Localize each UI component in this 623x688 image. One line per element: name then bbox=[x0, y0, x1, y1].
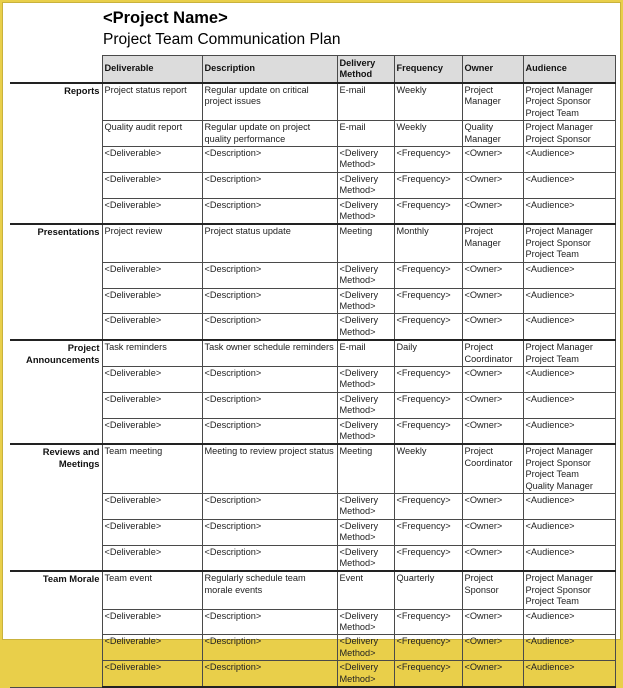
audience-entry: Project Team bbox=[525, 353, 579, 364]
audience-entry: Project Team bbox=[525, 107, 579, 118]
frequency-cell: Weekly bbox=[394, 121, 462, 147]
description-cell: Meeting to review project status bbox=[202, 444, 337, 493]
delivery-method-cell: E-mail bbox=[337, 121, 394, 147]
audience-entry: Project Sponsor bbox=[525, 457, 591, 468]
audience-cell bbox=[523, 198, 615, 224]
audience-entry: <Audience> bbox=[525, 199, 575, 210]
audience-cell bbox=[523, 609, 615, 635]
audience-entry: <Audience> bbox=[525, 419, 575, 430]
audience-entry: Project Sponsor bbox=[525, 133, 591, 144]
audience-cell bbox=[523, 571, 615, 609]
document-title: <Project Name> bbox=[103, 9, 228, 27]
deliverable-cell: <Deliverable> bbox=[102, 198, 202, 224]
header-delivery-method: Delivery Method bbox=[337, 56, 394, 84]
delivery-method-cell: <Delivery Method> bbox=[337, 609, 394, 635]
frequency-cell: Weekly bbox=[394, 444, 462, 493]
deliverable-cell: <Deliverable> bbox=[102, 314, 202, 340]
table-row bbox=[10, 224, 615, 262]
audience-cell bbox=[523, 83, 615, 121]
description-cell: <Description> bbox=[202, 366, 337, 392]
description-cell: <Description> bbox=[202, 418, 337, 444]
delivery-method-cell: <Delivery Method> bbox=[337, 392, 394, 418]
delivery-method-cell: <Delivery Method> bbox=[337, 366, 394, 392]
delivery-method-cell: E-mail bbox=[337, 340, 394, 366]
delivery-method-cell: <Delivery Method> bbox=[337, 172, 394, 198]
document-page bbox=[2, 2, 621, 684]
audience-entry: <Audience> bbox=[525, 263, 575, 274]
audience-entry: Project Team bbox=[525, 469, 579, 480]
audience-entry: Project Manager bbox=[525, 85, 593, 95]
description-cell: Regular update on project quality performance bbox=[202, 121, 337, 147]
audience-entry: Project Manager bbox=[525, 573, 593, 584]
audience-cell bbox=[523, 172, 615, 198]
audience-entry: Quality Manager bbox=[525, 480, 593, 491]
audience-cell bbox=[523, 147, 615, 173]
deliverable-cell: <Deliverable> bbox=[102, 661, 202, 687]
description-cell: <Description> bbox=[202, 172, 337, 198]
deliverable-cell: <Deliverable> bbox=[102, 635, 202, 661]
header-deliverable: Deliverable bbox=[102, 56, 202, 84]
table-row bbox=[10, 83, 615, 121]
owner-cell: <Owner> bbox=[462, 418, 523, 444]
delivery-method-cell: <Delivery Method> bbox=[337, 314, 394, 340]
deliverable-cell: <Deliverable> bbox=[102, 418, 202, 444]
audience-cell bbox=[523, 288, 615, 314]
description-cell: <Description> bbox=[202, 147, 337, 173]
audience-entry: <Audience> bbox=[525, 289, 575, 300]
deliverable-cell: <Deliverable> bbox=[102, 494, 202, 520]
owner-cell: <Owner> bbox=[462, 366, 523, 392]
audience-entry: <Audience> bbox=[525, 315, 575, 326]
delivery-method-cell: <Delivery Method> bbox=[337, 545, 394, 571]
deliverable-cell: <Deliverable> bbox=[102, 262, 202, 288]
audience-cell bbox=[523, 366, 615, 392]
owner-cell: <Owner> bbox=[462, 288, 523, 314]
frequency-cell: <Frequency> bbox=[394, 418, 462, 444]
owner-cell: <Owner> bbox=[462, 609, 523, 635]
deliverable-cell: Quality audit report bbox=[102, 121, 202, 147]
audience-cell bbox=[523, 224, 615, 262]
description-cell: <Description> bbox=[202, 494, 337, 520]
description-cell: <Description> bbox=[202, 661, 337, 687]
frequency-cell: <Frequency> bbox=[394, 661, 462, 687]
audience-entry: <Audience> bbox=[525, 173, 575, 184]
audience-entry: <Audience> bbox=[525, 495, 575, 505]
delivery-method-cell: <Delivery Method> bbox=[337, 147, 394, 173]
category-label: Reviews and Meetings bbox=[10, 444, 102, 571]
description-cell: Regular update on critical project issues bbox=[202, 83, 337, 121]
owner-cell: <Owner> bbox=[462, 661, 523, 687]
owner-cell: <Owner> bbox=[462, 314, 523, 340]
audience-entry: <Audience> bbox=[525, 520, 575, 531]
description-cell: <Description> bbox=[202, 519, 337, 545]
owner-cell: <Owner> bbox=[462, 635, 523, 661]
description-cell: <Description> bbox=[202, 609, 337, 635]
owner-cell: Quality Manager bbox=[462, 121, 523, 147]
deliverable-cell: Team event bbox=[102, 571, 202, 609]
audience-cell bbox=[523, 262, 615, 288]
header-frequency: Frequency bbox=[394, 56, 462, 84]
frequency-cell: Monthly bbox=[394, 224, 462, 262]
category-label: Team Morale bbox=[10, 571, 102, 687]
delivery-method-cell: <Delivery Method> bbox=[337, 494, 394, 520]
audience-entry: Project Team bbox=[525, 596, 579, 607]
audience-entry: <Audience> bbox=[525, 393, 575, 404]
audience-entry: Project Sponsor bbox=[525, 584, 591, 595]
description-cell: Regularly schedule team morale events bbox=[202, 571, 337, 609]
deliverable-cell: Team meeting bbox=[102, 444, 202, 493]
owner-cell: Project Manager bbox=[462, 224, 523, 262]
description-cell: Project status update bbox=[202, 224, 337, 262]
delivery-method-cell: <Delivery Method> bbox=[337, 198, 394, 224]
description-cell: <Description> bbox=[202, 314, 337, 340]
owner-cell: <Owner> bbox=[462, 545, 523, 571]
delivery-method-cell: E-mail bbox=[337, 83, 394, 121]
frequency-cell: Daily bbox=[394, 340, 462, 366]
deliverable-cell: <Deliverable> bbox=[102, 288, 202, 314]
audience-entry: Project Team bbox=[525, 249, 579, 260]
description-cell: <Description> bbox=[202, 545, 337, 571]
owner-cell: <Owner> bbox=[462, 198, 523, 224]
audience-entry: <Audience> bbox=[525, 636, 575, 647]
deliverable-cell: Task reminders bbox=[102, 340, 202, 366]
table-row bbox=[10, 571, 615, 609]
audience-entry: <Audience> bbox=[525, 546, 575, 557]
table-row bbox=[10, 340, 615, 366]
delivery-method-cell: Event bbox=[337, 571, 394, 609]
description-cell: <Description> bbox=[202, 392, 337, 418]
audience-cell bbox=[523, 340, 615, 366]
deliverable-cell: Project review bbox=[102, 224, 202, 262]
deliverable-cell: <Deliverable> bbox=[102, 366, 202, 392]
frequency-cell: <Frequency> bbox=[394, 314, 462, 340]
audience-entry: Project Manager bbox=[525, 446, 593, 457]
frequency-cell: <Frequency> bbox=[394, 635, 462, 661]
description-cell: Task owner schedule reminders bbox=[202, 340, 337, 366]
delivery-method-cell: <Delivery Method> bbox=[337, 418, 394, 444]
delivery-method-cell: <Delivery Method> bbox=[337, 519, 394, 545]
deliverable-cell: Project status report bbox=[102, 83, 202, 121]
document-subtitle: Project Team Communication Plan bbox=[103, 31, 341, 48]
table-header-row bbox=[10, 56, 615, 84]
deliverable-cell: <Deliverable> bbox=[102, 147, 202, 173]
audience-cell bbox=[523, 121, 615, 147]
frequency-cell: <Frequency> bbox=[394, 494, 462, 520]
description-cell: <Description> bbox=[202, 262, 337, 288]
deliverable-cell: <Deliverable> bbox=[102, 392, 202, 418]
audience-cell bbox=[523, 661, 615, 687]
frequency-cell: <Frequency> bbox=[394, 172, 462, 198]
audience-cell bbox=[523, 314, 615, 340]
delivery-method-cell: Meeting bbox=[337, 224, 394, 262]
header-blank-cell bbox=[10, 56, 102, 84]
category-label: Reports bbox=[10, 83, 102, 224]
owner-cell: Project Coordinator bbox=[462, 340, 523, 366]
frequency-cell: <Frequency> bbox=[394, 392, 462, 418]
owner-cell: <Owner> bbox=[462, 262, 523, 288]
audience-cell bbox=[523, 635, 615, 661]
owner-cell: <Owner> bbox=[462, 494, 523, 520]
description-cell: <Description> bbox=[202, 288, 337, 314]
owner-cell: <Owner> bbox=[462, 172, 523, 198]
delivery-method-cell: Meeting bbox=[337, 444, 394, 493]
table-body bbox=[10, 83, 615, 687]
audience-cell bbox=[523, 494, 615, 520]
delivery-method-cell: <Delivery Method> bbox=[337, 635, 394, 661]
header-audience: Audience bbox=[523, 56, 615, 84]
frequency-cell: <Frequency> bbox=[394, 545, 462, 571]
category-label: Presentations bbox=[10, 224, 102, 340]
delivery-method-cell: <Delivery Method> bbox=[337, 661, 394, 687]
audience-cell bbox=[523, 545, 615, 571]
owner-cell: Project Coordinator bbox=[462, 444, 523, 493]
audience-entry: Project Manager bbox=[525, 226, 593, 237]
audience-cell bbox=[523, 519, 615, 545]
communication-plan-table bbox=[10, 55, 616, 688]
audience-cell bbox=[523, 418, 615, 444]
frequency-cell: <Frequency> bbox=[394, 198, 462, 224]
description-cell: <Description> bbox=[202, 635, 337, 661]
audience-entry: Project Sponsor bbox=[525, 96, 591, 107]
audience-entry: <Audience> bbox=[525, 148, 575, 159]
owner-cell: <Owner> bbox=[462, 147, 523, 173]
frequency-cell: <Frequency> bbox=[394, 366, 462, 392]
deliverable-cell: <Deliverable> bbox=[102, 609, 202, 635]
audience-cell bbox=[523, 444, 615, 493]
frequency-cell: <Frequency> bbox=[394, 147, 462, 173]
deliverable-cell: <Deliverable> bbox=[102, 545, 202, 571]
frequency-cell: <Frequency> bbox=[394, 519, 462, 545]
description-cell: <Description> bbox=[202, 198, 337, 224]
audience-entry: <Audience> bbox=[525, 662, 575, 673]
category-label: Project Announcements bbox=[10, 340, 102, 444]
owner-cell: Project Sponsor bbox=[462, 571, 523, 609]
frequency-cell: Quarterly bbox=[394, 571, 462, 609]
deliverable-cell: <Deliverable> bbox=[102, 519, 202, 545]
frequency-cell: <Frequency> bbox=[394, 288, 462, 314]
header-owner: Owner bbox=[462, 56, 523, 84]
owner-cell: Project Manager bbox=[462, 83, 523, 121]
delivery-method-cell: <Delivery Method> bbox=[337, 262, 394, 288]
header-description: Description bbox=[202, 56, 337, 84]
audience-cell bbox=[523, 392, 615, 418]
frequency-cell: <Frequency> bbox=[394, 609, 462, 635]
audience-entry: Project Manager bbox=[525, 122, 593, 133]
owner-cell: <Owner> bbox=[462, 392, 523, 418]
audience-entry: <Audience> bbox=[525, 610, 575, 621]
audience-entry: Project Sponsor bbox=[525, 237, 591, 248]
owner-cell: <Owner> bbox=[462, 519, 523, 545]
frequency-cell: <Frequency> bbox=[394, 262, 462, 288]
deliverable-cell: <Deliverable> bbox=[102, 172, 202, 198]
audience-entry: <Audience> bbox=[525, 367, 575, 378]
table-row bbox=[10, 444, 615, 493]
audience-entry: Project Manager bbox=[525, 342, 593, 353]
frequency-cell: Weekly bbox=[394, 83, 462, 121]
delivery-method-cell: <Delivery Method> bbox=[337, 288, 394, 314]
